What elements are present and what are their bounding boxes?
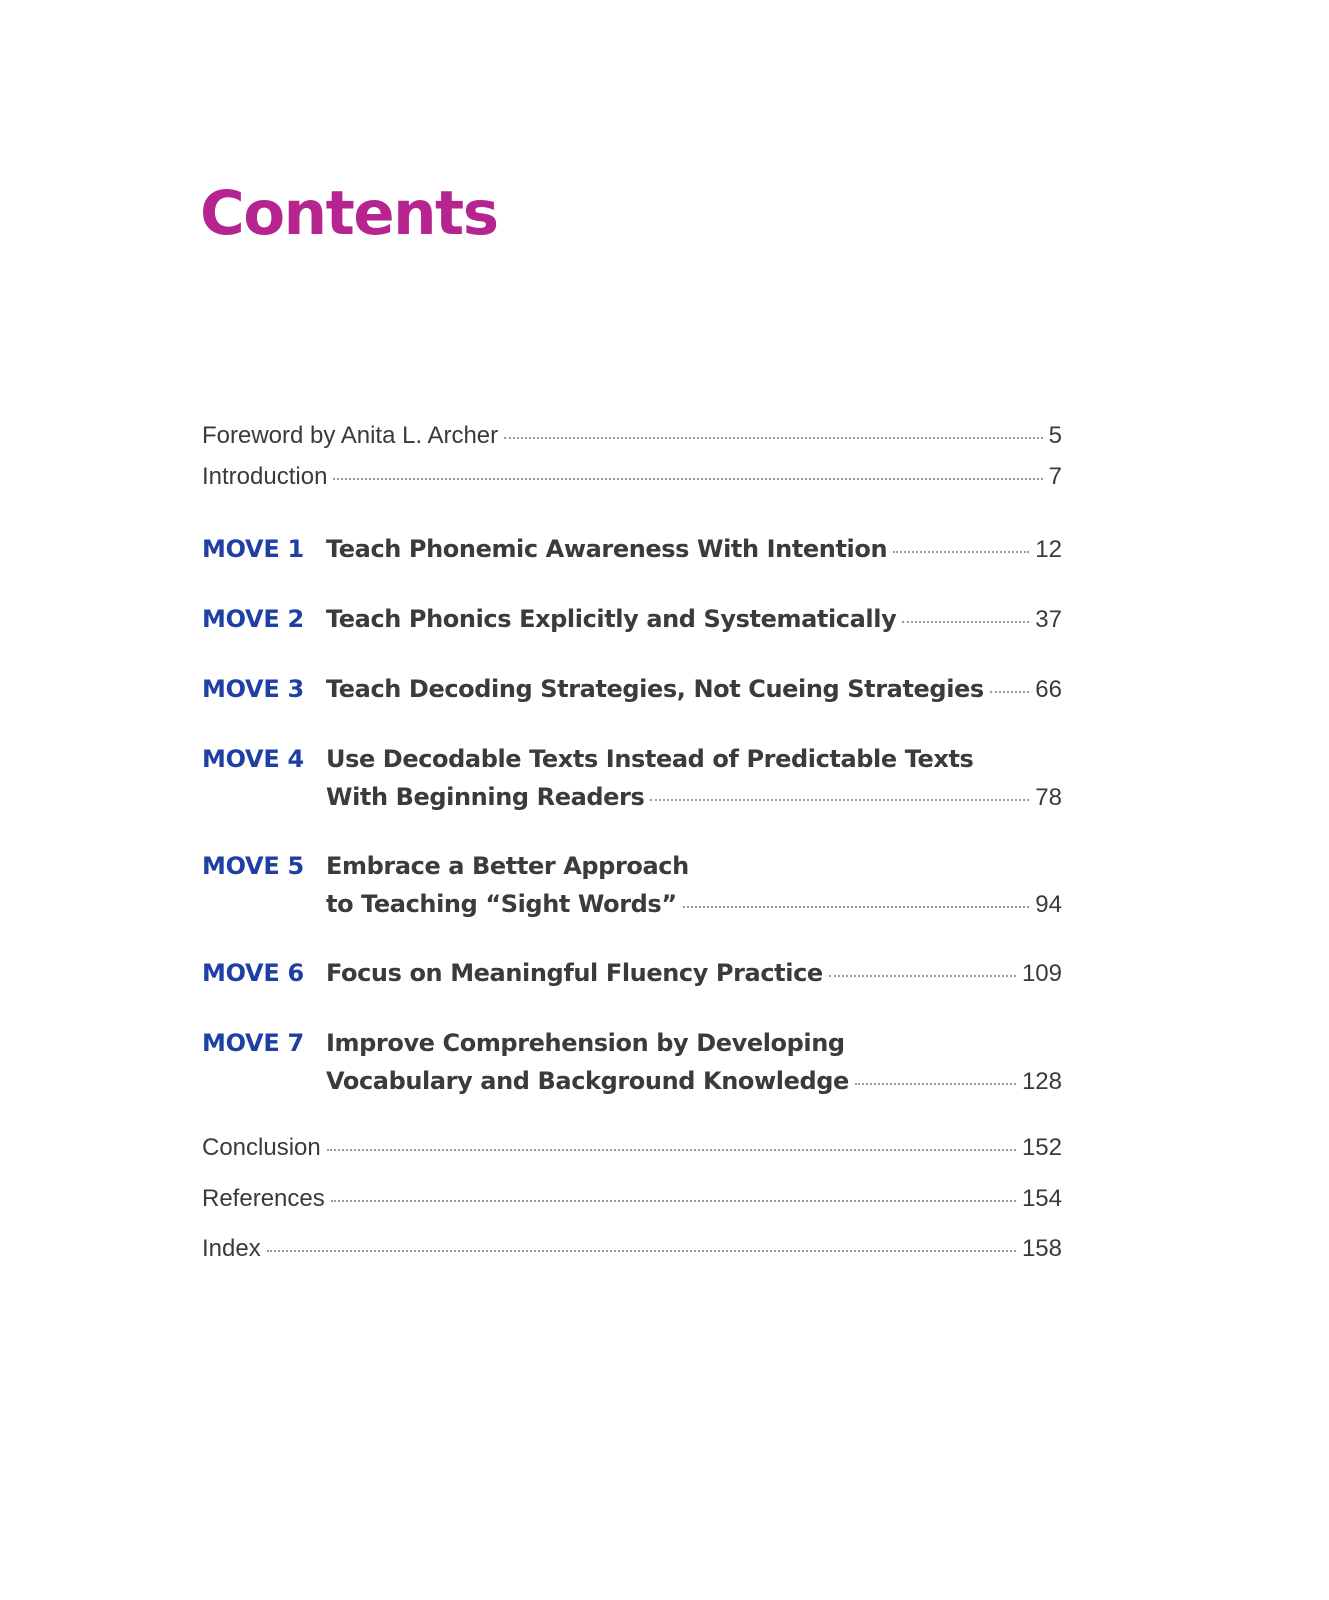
move-title-line: to Teaching “Sight Words” [326, 890, 677, 918]
move-title [326, 675, 1062, 713]
toc-entry-label: References [202, 1185, 325, 1212]
dot-leader [990, 691, 1030, 693]
dot-leader [902, 621, 1029, 623]
dot-leader [333, 478, 1042, 480]
move-title-line: Teach Decoding Strategies, Not Cueing Strategies [326, 675, 984, 703]
move-title [326, 745, 1062, 821]
page-title: Contents [200, 178, 498, 249]
move-title-line: Embrace a Better Approach [326, 852, 689, 880]
toc-entry-page: 128 [1021, 1068, 1062, 1095]
move-title-line: Vocabulary and Background Knowledge [326, 1067, 849, 1095]
move-title-line: With Beginning Readers [326, 783, 645, 811]
move-number: MOVE 2 [202, 605, 304, 633]
toc-entry-label: Introduction [202, 463, 328, 490]
toc-entry-introduction[interactable] [202, 463, 1062, 491]
toc-entry-page: 66 [1035, 676, 1062, 703]
move-title-line: Teach Phonics Explicitly and Systematically [326, 605, 897, 633]
toc-entry-label: Index [202, 1235, 261, 1262]
move-number: MOVE 5 [202, 852, 304, 880]
move-title [326, 535, 1062, 573]
toc-entry-references[interactable] [202, 1185, 1062, 1213]
move-number: MOVE 1 [202, 535, 304, 563]
dot-leader [267, 1250, 1016, 1252]
move-title [326, 959, 1062, 997]
toc-entry-page: 37 [1035, 606, 1062, 633]
dot-leader [327, 1149, 1016, 1151]
move-number: MOVE 4 [202, 745, 304, 773]
dot-leader [683, 906, 1030, 908]
dot-leader [855, 1083, 1016, 1085]
toc-entry-page: 158 [1021, 1235, 1062, 1262]
toc-entry-page: 5 [1048, 422, 1062, 449]
toc-entry-conclusion[interactable] [202, 1134, 1062, 1162]
dot-leader [829, 975, 1016, 977]
dot-leader [504, 437, 1042, 439]
move-title-line: Improve Comprehension by Developing [326, 1029, 845, 1057]
toc-entry-index[interactable] [202, 1235, 1062, 1263]
toc-entry-page: 94 [1035, 891, 1062, 918]
move-number: MOVE 7 [202, 1029, 304, 1057]
toc-entry-page: 7 [1048, 463, 1062, 490]
move-number: MOVE 6 [202, 959, 304, 987]
move-title [326, 605, 1062, 643]
toc-entry-page: 152 [1021, 1134, 1062, 1161]
move-number: MOVE 3 [202, 675, 304, 703]
toc-entry-page: 154 [1021, 1185, 1062, 1212]
toc-entry-label: Foreword by Anita L. Archer [202, 422, 499, 449]
toc-entry-page: 78 [1035, 784, 1062, 811]
move-title-line: Use Decodable Texts Instead of Predictable Texts [326, 745, 974, 773]
dot-leader [650, 799, 1029, 801]
table-of-contents [202, 0, 1062, 1600]
toc-entry-page: 12 [1035, 536, 1062, 563]
move-title-line: Focus on Meaningful Fluency Practice [326, 959, 823, 987]
toc-entry-label: Conclusion [202, 1134, 321, 1161]
move-title [326, 1029, 1062, 1105]
toc-entry-page: 109 [1021, 960, 1062, 987]
move-title-line: Teach Phonemic Awareness With Intention [326, 535, 888, 563]
dot-leader [893, 551, 1029, 553]
dot-leader [331, 1200, 1016, 1202]
move-title [326, 852, 1062, 928]
toc-entry-foreword[interactable] [202, 422, 1062, 450]
